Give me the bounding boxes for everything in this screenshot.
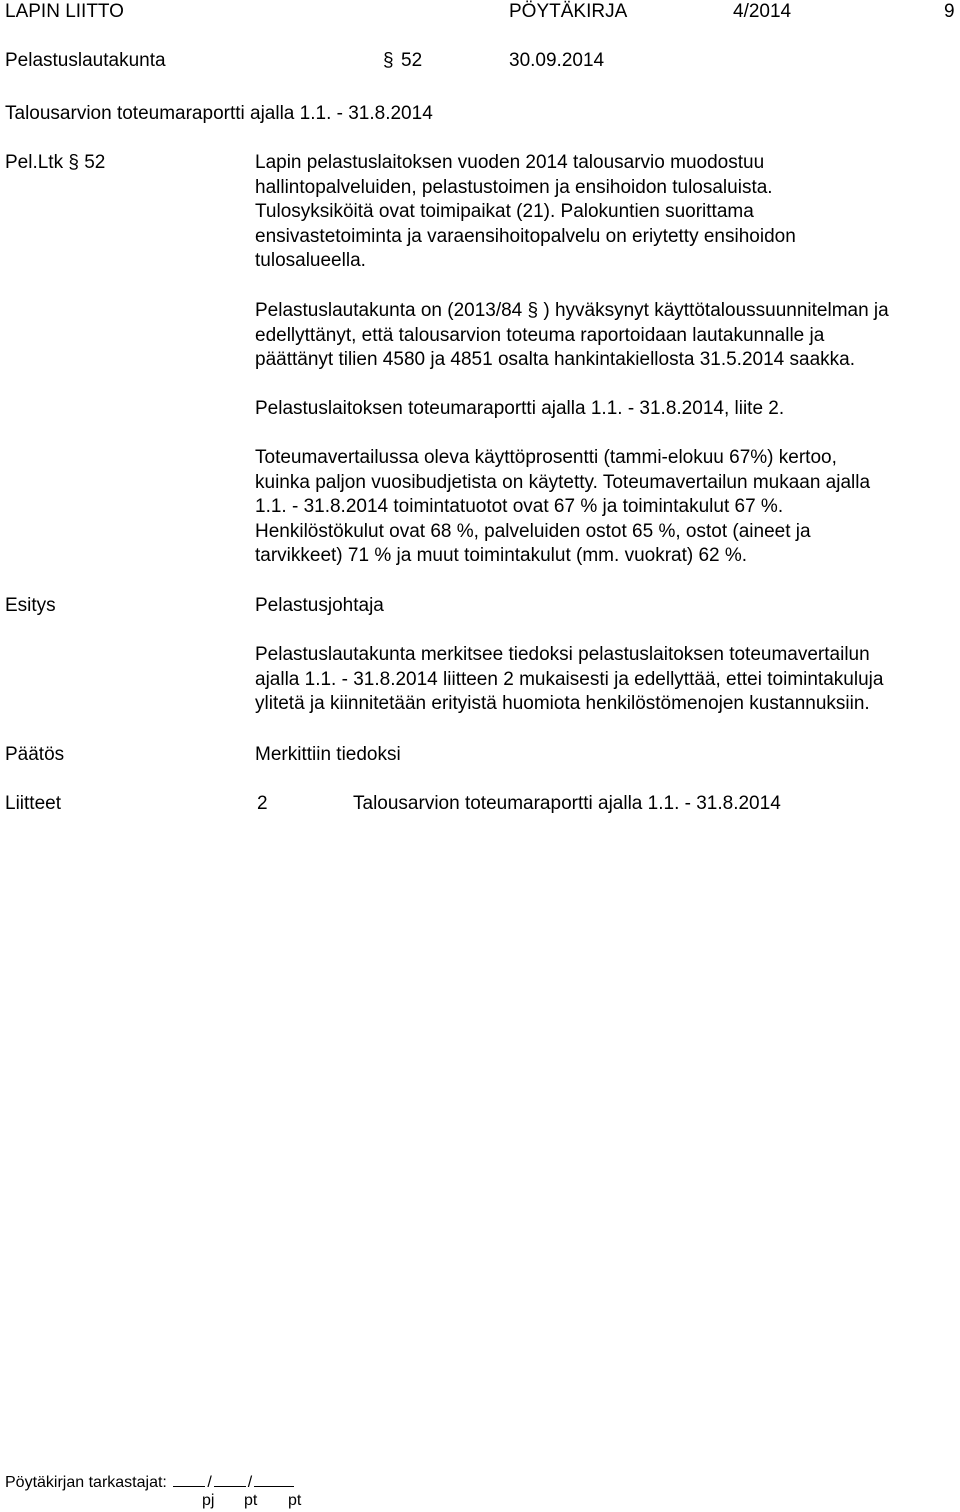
meeting-date: 30.09.2014 [509,50,605,71]
checker-initial-pt: pt [244,1492,258,1509]
liitteet-number: 2 [257,793,268,814]
text-line: ylitetä ja kiinnitetään erityistä huomiota henkilöstömenojen kustannuksiin. [255,693,870,714]
separator: / [247,1474,253,1491]
document-type: PÖYTÄKIRJA [509,1,628,22]
document-number: 4/2014 [733,1,792,22]
text-line: Tulosyksiköitä ovat toimipaikat (21). Palokuntien suorittama [255,201,754,222]
paragraph-report-reference [255,397,960,422]
text-line: Lapin pelastuslaitoksen vuoden 2014 talousarvio muodostuu [255,152,765,173]
esitys-presenter: Pelastusjohtaja [255,595,384,616]
separator: / [207,1474,212,1491]
text-line: kuinka paljon vuosibudjetista on käytetty. Toteumavertailun mukaan ajalla [255,471,871,493]
checkers-label: Pöytäkirjan tarkastajat: [5,1474,167,1491]
paragraph-budget-structure [255,151,960,274]
ref-symbol: § [68,152,79,173]
text-line: Pelastuslautakunta on (2013/84 § ) hyväksynyt käyttötaloussuunnitelman ja [255,300,889,321]
signature-blank[interactable] [254,1470,294,1487]
text-line: 1.1. - 31.8.2014 toimintatuotot ovat 67 % ja toimintakulut 67 %. [255,496,784,517]
board-name: Pelastuslautakunta [5,50,166,71]
organization-name: LAPIN LIITTO [5,1,124,22]
paatos-label: Päätös [5,744,65,765]
checker-initial-pt: pt [288,1492,302,1509]
text-line: Pelastuslaitoksen toteumaraportti ajalla 1.1. - 31.8.2014, liite 2. [255,398,785,419]
ref-board: Pel.Ltk [5,152,64,173]
text-line: ajalla 1.1. - 31.8.2014 liitteen 2 mukaisesti ja edellyttää, ettei toimintakuluja [255,668,884,690]
checkers-line [5,1470,296,1493]
text-line: tulosalueella. [255,250,366,271]
text-line: Henkilöstökulut ovat 68 %, palveluiden ostot 65 %, ostot (aineet ja [255,520,811,542]
checker-initial-pj: pj [202,1492,215,1509]
text-line: hallintopalveluiden, pelastustoimen ja ensihoidon tulosaluista. [255,176,773,198]
ref-number: 52 [84,152,106,173]
page-number: 9 [944,1,955,22]
page-title: Talousarvion toteumaraportti ajalla 1.1. - 31.8.2014 [5,103,433,124]
liitteet-text: Talousarvion toteumaraportti ajalla 1.1. - 31.8.2014 [353,793,781,814]
esitys-proposal-text [255,643,960,717]
text-line: Toteumavertailussa oleva käyttöprosentti (tammi-elokuu 67%) kertoo, [255,447,837,468]
text-line: edellyttänyt, että talousarvion toteuma raportoidaan lautakunnalle ja [255,324,825,346]
text-line: ensivastetoiminta ja varaensihoitopalvelu on eriytetty ensihoidon [255,225,796,247]
signature-blank[interactable] [214,1470,246,1487]
text-line: tarvikkeet) 71 % ja muut toimintakulut (mm. vuokrat) 62 %. [255,545,748,566]
ref-label [5,151,105,175]
paragraph-usage-percentages [255,446,960,569]
esitys-label: Esitys [5,595,56,616]
liitteet-label: Liitteet [5,793,61,814]
text-line: Pelastuslautakunta merkitsee tiedoksi pelastuslaitoksen toteumavertailun [255,644,870,665]
section-number: 52 [401,50,423,71]
signature-blank[interactable] [173,1470,205,1487]
section-symbol: § [383,50,394,71]
text-line: päättänyt tilien 4580 ja 4851 osalta hankintakiellosta 31.5.2014 saakka. [255,349,855,370]
paragraph-decision-history [255,299,960,373]
paatos-text: Merkittiin tiedoksi [255,744,401,765]
